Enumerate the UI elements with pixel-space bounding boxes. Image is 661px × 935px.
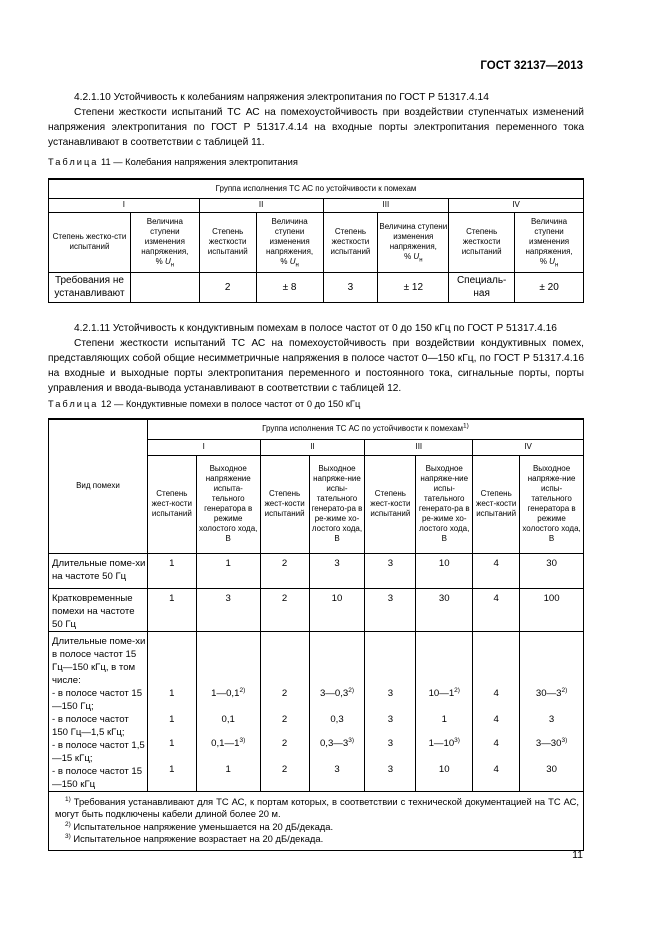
table12-footnotes [49,791,584,850]
table12-cell: 30 [520,553,584,588]
table11-caption [48,157,298,167]
table12-col-voltage: Выходное напряже-ние испы-тательного генератора в режиме холостого хода, В [520,455,584,553]
table12-group-i: I [147,439,260,455]
table12-cell: 3—0,3$^{2)}$ 0,3 0,3—3$^{3)}$ 3 [309,631,365,791]
table11-col-degree: Степень жесткости испытаний [199,212,256,272]
table12-col-type: Вид помехи [49,419,148,553]
table11-col-change: Величина ступени изменения напряжения, % $U_н$ [378,212,449,272]
table-11 [48,178,584,303]
footnote-3: $^{3)}$ Испытательное напряжение возрастает на 20 дБ/декада. [65,832,324,844]
table12-cell: 2 2 2 2 [260,631,309,791]
table12-cell: 1 1 1 1 [147,631,196,791]
table12-cell: 30—3$^{2)}$ 3 3—30$^{3)}$ 30 [520,631,584,791]
table12-caption-text: 12 — Кондуктивные помехи в полосе частот от 0 до 150 кГц [101,399,361,409]
table11-cell: 2 [199,272,256,302]
table12-cell: 1 [147,553,196,588]
table-row [49,631,584,791]
document-header: ГОСТ 32137—2013 [480,60,583,72]
table11-cell: ± 12 [378,272,449,302]
section-4-2-1-11-heading: 4.2.1.11 Устойчивость к кондуктивным помехам в полосе частот от 0 до 150 кГц по ГОСТ Р 51317.4.16 [74,323,557,334]
table12-cell: 2 [260,588,309,631]
table11-col-degree: Степень жесткости испытаний [449,212,515,272]
table11-col-change: Величина ступени изменения напряжения, % $U_н$ [515,212,584,272]
row-label-multiband: Длительные поме-хи в полосе частот 15 Гц—150 кГц, в том числе: - в полосе частот 15—150 Гц; - в полосе частот 150 Гц—1,5 кГц; - в полосе частот 1,5—15 кГц; - в полосе частот 15—150 кГц [49,631,148,791]
section-4-2-1-11-body: Степени жесткости испытаний ТС АС на помехоустойчивость при воздействии кондуктивных помех, представляющих собой общие несимметричные напряжения в полосе частот 0—150 кГц, по ГОСТ Р 51317.4.16 на входные и выходные порты электропитания переменного и постоянного тока, сигнальные порты, порты управления и ввода-вывода устанавливают в соответствии с таблицей 12. [48,338,584,394]
table11-col-degree: Степень жестко-сти испытаний [49,212,131,272]
table12-cell: 100 [520,588,584,631]
table11-cell [130,272,199,302]
table12-col-degree: Степень жест-кости испытаний [260,455,309,553]
table11-cell: ± 8 [256,272,323,302]
table12-cell: 4 [473,553,520,588]
table12-cell: 1 [147,588,196,631]
footnote-2: $^{2)}$ Испытательное напряжение уменьшается на 20 дБ/декада. [65,820,334,832]
table11-group-iv: IV [449,198,584,212]
table11-col-degree: Степень жесткости испытаний [323,212,378,272]
table12-cell: 3 [309,553,365,588]
table12-caption [48,399,360,409]
table12-group-iii: III [365,439,473,455]
table11-caption-prefix: Таблица [48,157,99,167]
table12-group-iv: IV [473,439,584,455]
table12-cell: 4 4 4 4 [473,631,520,791]
table12-caption-prefix: Таблица [48,399,99,409]
table12-cell: 3 3 3 3 [365,631,416,791]
table11-cell: ± 20 [515,272,584,302]
table12-col-voltage: Выходное напряже-ние испы-тательного генерато-ра в ре-жиме хо-лостого хода, В [309,455,365,553]
page-number: 11 [572,849,583,861]
row-label: Длительные поме-хи на частоте 50 Гц [49,553,148,588]
section-4-2-1-10-body: Степени жесткости испытаний ТС АС на помехоустойчивость при воздействии ступенчатых изменений напряжения электропитания по ГОСТ Р 51317.4.14 на входные порты электропитания переменного тока устанавливают в соответствии с таблицей 11. [48,107,584,148]
table-12 [48,418,584,851]
table11-cell: 3 [323,272,378,302]
table11-col-change: Величина ступени изменения напряжения, % $U_н$ [130,212,199,272]
table12-cell: 30 [416,588,473,631]
table12-cell: 10 [309,588,365,631]
table11-group-i: I [49,198,200,212]
table12-cell: 3 [365,553,416,588]
table12-cell: 1 [196,553,260,588]
table11-group-header: Группа исполнения ТС АС по устойчивости к помехам [49,179,584,198]
table11-group-iii: III [323,198,449,212]
table12-group-header: Группа исполнения ТС АС по устойчивости к помехам$^{1)}$ [147,419,583,439]
table12-cell: 10 [416,553,473,588]
table12-cell: 2 [260,553,309,588]
section-4-2-1-10-heading: 4.2.1.10 Устойчивость к колебаниям напряжения электропитания по ГОСТ Р 51317.4.14 [74,92,489,103]
table12-cell: 10—1$^{2)}$ 1 1—10$^{3)}$ 10 [416,631,473,791]
table12-col-degree: Степень жест-кости испытаний [147,455,196,553]
table12-cell: 4 [473,588,520,631]
table11-cell: Специаль-ная [449,272,515,302]
table11-caption-text: 11 — Колебания напряжения электропитания [101,157,298,167]
table12-col-voltage: Выходное напряжение испыта-тельного генератора в режиме холостого хода, В [196,455,260,553]
table11-col-change: Величина ступени изменения напряжения, % $U_н$ [256,212,323,272]
table12-cell: 3 [365,588,416,631]
row-label: Кратковременные помехи на частоте 50 Гц [49,588,148,631]
footnote-1: $^{1)}$ Требования устанавливают для ТС АС, к портам которых, в соответствии с технической документацией на ТС АС, могут быть подключены кабели длиной более 20 м. [55,795,579,819]
table12-group-ii: II [260,439,365,455]
table11-group-ii: II [199,198,323,212]
table-row [49,553,584,588]
table-row [49,588,584,631]
table12-cell: 3 [196,588,260,631]
table12-col-degree: Степень жест-кости испытаний [473,455,520,553]
table11-cell: Требования не устанавливают [49,272,131,302]
table12-cell: 1—0,1$^{2)}$ 0,1 0,1—1$^{3)}$ 1 [196,631,260,791]
table12-col-voltage: Выходное напряже-ние испы-тательного генерато-ра в ре-жиме хо-лостого хода, В [416,455,473,553]
table12-col-degree: Степень жест-кости испытаний [365,455,416,553]
